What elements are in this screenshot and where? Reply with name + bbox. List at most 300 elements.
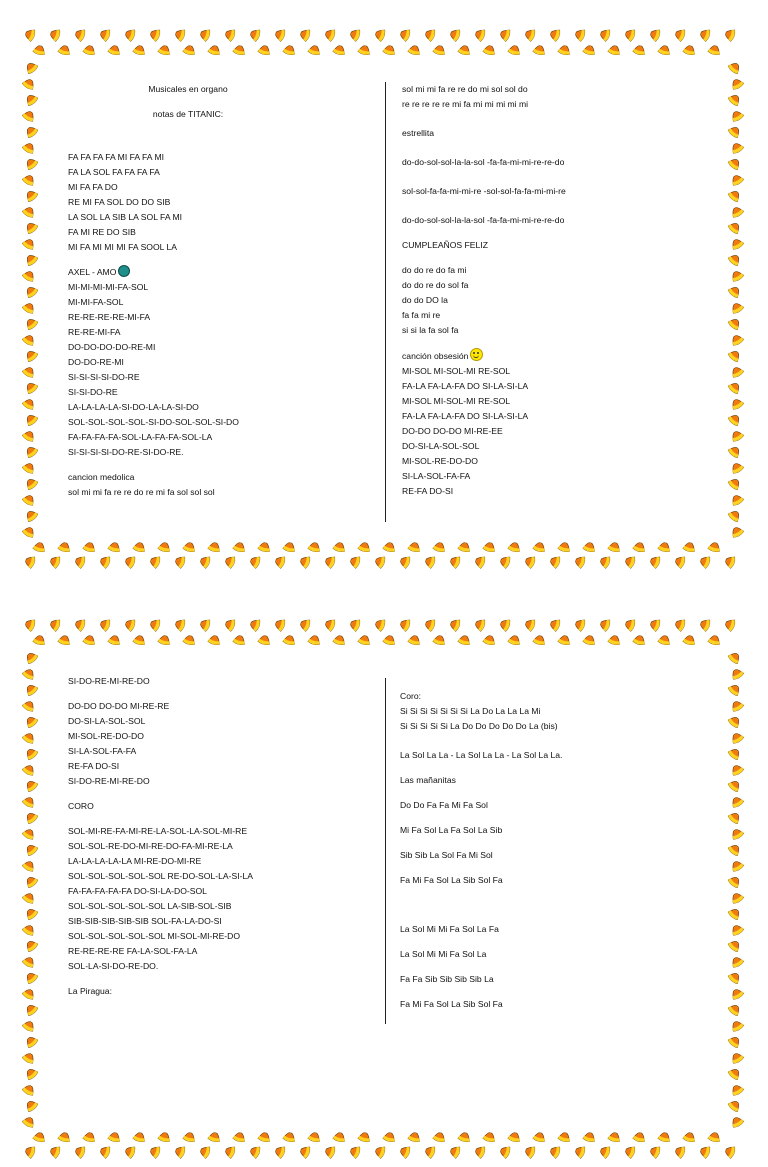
candy-corn-icon [446, 617, 461, 632]
candy-corn-icon [558, 1129, 573, 1143]
candy-corn-icon [371, 1144, 386, 1159]
candy-corn-icon [383, 632, 398, 646]
candy-corn-icon [621, 554, 636, 569]
candy-corn-icon [446, 27, 461, 42]
candy-corn-icon [727, 680, 744, 697]
candy-corn-icon [658, 42, 673, 56]
note-line: Fa Mi Fa Sol La Sib Sol Fa [400, 875, 503, 885]
candy-corn-icon [671, 554, 686, 569]
candy-corn-icon [46, 27, 61, 42]
candy-corn-icon [728, 825, 744, 841]
candy-corn-icon [22, 90, 39, 107]
candy-corn-icon [22, 744, 39, 761]
candy-corn-icon [546, 27, 561, 42]
candy-corn-icon [533, 539, 548, 553]
candy-corn-icon [22, 665, 38, 681]
note-line: DO-DO DO-DO MI-RE-EE [402, 426, 503, 436]
candy-corn-icon [728, 427, 744, 443]
candy-corn-icon [22, 427, 38, 443]
candy-corn-icon [121, 617, 136, 632]
note-line: La Sol La La - La Sol La La - La Sol La La. [400, 750, 563, 760]
candy-corn-icon [158, 632, 173, 646]
candy-corn-icon [21, 617, 36, 632]
note-line: Si Si Si Si Si Si Si La Do La La La Mi [400, 706, 541, 716]
candy-corn-icon [696, 617, 711, 632]
left-column [68, 82, 378, 500]
right-column [402, 82, 722, 499]
section-heading [68, 265, 378, 280]
candy-corn-icon [22, 186, 39, 203]
candy-corn-icon [727, 346, 744, 363]
candy-corn-icon [727, 936, 744, 953]
candy-corn-icon [383, 1129, 398, 1143]
candy-corn-icon [728, 1081, 744, 1097]
candy-corn-icon [22, 921, 38, 937]
candy-corn-icon [496, 1144, 511, 1159]
candy-corn-icon [721, 554, 736, 569]
candy-corn-icon [22, 904, 39, 921]
note-line: SI-LA-SOL-FA-FA [402, 471, 471, 481]
candy-corn-icon [22, 363, 38, 379]
candy-corn-icon [258, 42, 273, 56]
candy-corn-icon [22, 1096, 39, 1113]
candy-corn-icon [22, 410, 39, 427]
candy-corn-icon [83, 42, 98, 56]
candy-corn-icon [22, 523, 38, 539]
candy-corn-icon [33, 632, 48, 646]
candy-corn-icon [728, 761, 744, 777]
candy-corn-icon [658, 539, 673, 553]
candy-corn-icon [246, 27, 261, 42]
candy-corn-icon [183, 539, 198, 553]
candy-corn-icon [728, 75, 744, 91]
candy-corn-icon [633, 539, 648, 553]
candy-corn-icon [271, 27, 286, 42]
candy-corn-icon [283, 539, 298, 553]
candy-corn-icon [721, 27, 736, 42]
note-line: La Sol Mi Mi Fa Sol La Fa [400, 924, 499, 934]
candy-corn-icon [22, 776, 39, 793]
candy-corn-icon [58, 539, 73, 553]
candy-corn-icon [533, 42, 548, 56]
candy-corn-icon [22, 1000, 39, 1017]
candy-corn-icon [133, 42, 148, 56]
candy-corn-icon [727, 808, 744, 825]
candy-corn-icon [727, 378, 744, 395]
note-line: FA LA SOL FA FA FA FA [68, 167, 160, 177]
section-heading: CUMPLEAÑOS FELIZ [402, 240, 488, 250]
candy-corn-icon [158, 1129, 173, 1143]
note-line: MI-SOL MI-SOL-MI RE-SOL [402, 366, 511, 376]
candy-corn-icon [196, 1144, 211, 1159]
candy-corn-icon [58, 632, 73, 646]
smiley-icon [470, 348, 483, 361]
obsesion-heading: canción obsesión [402, 351, 469, 361]
candy-corn-icon [396, 554, 411, 569]
candy-corn-icon [183, 632, 198, 646]
note-line: RE-RE-RE-RE-MI-FA [68, 312, 151, 322]
note-line: FA FA FA FA MI FA FA MI [68, 152, 164, 162]
candy-corn-icon [583, 1129, 598, 1143]
candy-corn-icon [728, 665, 744, 681]
candy-corn-icon [133, 1129, 148, 1143]
candy-corn-icon [22, 889, 38, 905]
candy-corn-icon [333, 539, 348, 553]
note-line: FA-FA-FA-FA-FA DO-SI-LA-DO-SOL [68, 886, 207, 896]
candy-corn-icon [96, 1144, 111, 1159]
candy-corn-icon [727, 776, 744, 793]
candy-corn-icon [608, 632, 623, 646]
candy-corn-icon [728, 267, 744, 283]
candy-corn-icon [496, 554, 511, 569]
candy-corn-icon [433, 632, 448, 646]
candy-corn-icon [727, 904, 744, 921]
titanic-notes [68, 150, 378, 255]
candy-corn-icon [22, 171, 38, 187]
candy-corn-icon [22, 346, 39, 363]
candy-corn-icon [308, 632, 323, 646]
candy-corn-icon [146, 27, 161, 42]
candy-corn-icon [22, 1049, 38, 1065]
candy-corn-icon [346, 617, 361, 632]
candy-corn-icon [728, 729, 744, 745]
note-line: Do Do Fa Fa Mi Fa Sol [400, 800, 488, 810]
candy-corn-icon [358, 42, 373, 56]
candy-corn-icon [728, 697, 744, 713]
candy-corn-icon [22, 314, 39, 331]
note-line: fa fa mi re [402, 310, 441, 320]
candy-corn-icon [671, 27, 686, 42]
candy-corn-icon [371, 554, 386, 569]
candy-corn-icon [621, 27, 636, 42]
candy-corn-icon [33, 1129, 48, 1143]
candy-corn-icon [671, 1144, 686, 1159]
candy-corn-icon [321, 554, 336, 569]
candy-corn-icon [96, 27, 111, 42]
candy-corn-icon [22, 840, 39, 857]
candy-corn-icon [583, 42, 598, 56]
candy-corn-icon [496, 27, 511, 42]
candy-corn-icon [728, 299, 744, 315]
candy-corn-icon [22, 506, 39, 523]
candy-corn-icon [421, 27, 436, 42]
page-2 [18, 612, 750, 1042]
candy-corn-icon [728, 363, 744, 379]
candy-corn-icon [71, 554, 86, 569]
note-line: LA-LA-LA-LA-SI-DO-LA-LA-SI-DO [68, 402, 199, 412]
note-line: FA-FA-FA-FA-SOL-LA-FA-FA-SOL-LA [68, 432, 213, 442]
candy-corn-icon [183, 1129, 198, 1143]
candy-corn-icon [727, 154, 744, 171]
candy-corn-icon [96, 554, 111, 569]
candy-corn-icon [321, 27, 336, 42]
candy-corn-icon [683, 539, 698, 553]
candy-corn-icon [708, 539, 723, 553]
note-line: SIB-SIB-SIB-SIB-SIB SOL-FA-LA-DO-SI [68, 916, 222, 926]
candy-corn-icon [22, 793, 38, 809]
candy-corn-icon [283, 632, 298, 646]
candy-corn-icon [146, 1144, 161, 1159]
candy-corn-icon [83, 539, 98, 553]
candy-corn-icon [646, 27, 661, 42]
candy-corn-icon [727, 1064, 744, 1081]
candy-corn-icon [433, 42, 448, 56]
candy-corn-icon [471, 27, 486, 42]
candy-corn-icon [728, 171, 744, 187]
candy-corn-icon [22, 712, 39, 729]
note-line: SI-SI-SI-SI-DO-RE-SI-DO-RE. [68, 447, 184, 457]
candy-corn-icon [21, 27, 36, 42]
candy-corn-icon [296, 554, 311, 569]
candy-corn-icon [533, 1129, 548, 1143]
candy-corn-icon [221, 1144, 236, 1159]
candy-corn-icon [221, 27, 236, 42]
candy-corn-icon [421, 1144, 436, 1159]
note-line: si si la fa sol fa [402, 325, 459, 335]
candy-corn-icon [22, 459, 38, 475]
note-line: FA-LA FA-LA-FA DO SI-LA-SI-LA [402, 381, 529, 391]
candy-corn-icon [728, 395, 744, 411]
candy-corn-icon [727, 648, 744, 665]
candy-corn-icon [22, 936, 39, 953]
candy-corn-icon [321, 1144, 336, 1159]
candy-corn-icon [171, 617, 186, 632]
candy-corn-icon [283, 42, 298, 56]
note-line: MI-SOL-RE-DO-DO [402, 456, 478, 466]
candy-corn-icon [483, 42, 498, 56]
candy-corn-icon [22, 1017, 38, 1033]
note-line: SOL-SOL-RE-DO-MI-RE-DO-FA-MI-RE-LA [68, 841, 233, 851]
right-column [400, 689, 720, 1012]
note-line: SI-SI-SI-SI-DO-RE [68, 372, 140, 382]
candy-corn-icon [246, 554, 261, 569]
note-line: do do re do fa mi [402, 265, 467, 275]
column-divider [385, 678, 386, 1024]
note-line: MI-SOL-RE-DO-DO [68, 731, 144, 741]
candy-corn-icon [696, 554, 711, 569]
candy-corn-icon [458, 539, 473, 553]
candy-corn-icon [633, 1129, 648, 1143]
candy-corn-icon [708, 42, 723, 56]
candy-corn-icon [46, 554, 61, 569]
candy-corn-icon [671, 617, 686, 632]
section-heading [402, 348, 722, 364]
candy-corn-icon [727, 1032, 744, 1049]
document-title: Musicales en organo [148, 84, 228, 94]
note-line: DO-DO DO-DO MI-RE-RE [68, 701, 170, 711]
candy-corn-icon [171, 27, 186, 42]
candy-corn-icon [596, 27, 611, 42]
candy-corn-icon [727, 474, 744, 491]
candy-corn-icon [727, 282, 744, 299]
candy-corn-icon [508, 42, 523, 56]
candy-corn-icon [521, 554, 536, 569]
candy-corn-icon [728, 139, 744, 155]
candy-corn-icon [483, 632, 498, 646]
section-heading: cancion medolica [68, 472, 135, 482]
candy-corn-icon [396, 617, 411, 632]
candy-corn-icon [108, 42, 123, 56]
candy-corn-icon [408, 539, 423, 553]
candy-corn-icon [22, 250, 39, 267]
candy-corn-icon [446, 1144, 461, 1159]
candy-corn-icon [728, 921, 744, 937]
note-line: SI-DO-RE-MI-RE-DO [68, 676, 150, 686]
candy-corn-icon [658, 1129, 673, 1143]
candy-corn-icon [321, 617, 336, 632]
candy-corn-icon [33, 539, 48, 553]
candy-corn-icon [246, 617, 261, 632]
candy-corn-icon [458, 42, 473, 56]
candy-corn-icon [728, 523, 744, 539]
candy-corn-icon [22, 825, 38, 841]
candy-corn-icon [727, 410, 744, 427]
section-heading: CORO [68, 801, 94, 811]
candy-corn-icon [221, 554, 236, 569]
candy-corn-icon [71, 617, 86, 632]
candy-corn-icon [727, 968, 744, 985]
column-divider [385, 82, 386, 522]
candy-corn-icon [108, 632, 123, 646]
candy-corn-icon [558, 632, 573, 646]
candy-corn-icon [233, 1129, 248, 1143]
candy-corn-icon [22, 203, 38, 219]
candy-corn-icon [728, 953, 744, 969]
note-line: SOL-SOL-SOL-SOL-SOL RE-DO-SOL-LA-SI-LA [68, 871, 253, 881]
candy-corn-icon [728, 107, 744, 123]
candy-corn-icon [371, 617, 386, 632]
candy-corn-icon [728, 235, 744, 251]
candy-corn-icon [683, 632, 698, 646]
candy-corn-icon [471, 617, 486, 632]
candy-corn-icon [283, 1129, 298, 1143]
candy-corn-icon [296, 27, 311, 42]
candy-corn-icon [727, 1000, 744, 1017]
teal-emoji-icon [118, 265, 130, 277]
note-line: do-do-sol-sol-la-la-sol -fa-fa-mi-mi-re-re-do [402, 215, 565, 225]
candy-corn-icon [208, 539, 223, 553]
candy-corn-icon [727, 1096, 744, 1113]
candy-corn-icon [22, 267, 38, 283]
candy-corn-icon [121, 554, 136, 569]
candy-corn-icon [96, 617, 111, 632]
candy-corn-icon [727, 872, 744, 889]
candy-corn-icon [728, 491, 744, 507]
note-line: RE-RE-MI-FA [68, 327, 121, 337]
candy-corn-icon [727, 90, 744, 107]
candy-corn-icon [121, 1144, 136, 1159]
candy-corn-icon [728, 857, 744, 873]
candy-corn-icon [458, 1129, 473, 1143]
candy-corn-icon [22, 697, 38, 713]
candy-corn-icon [508, 1129, 523, 1143]
candy-corn-icon [221, 617, 236, 632]
candy-corn-icon [22, 985, 38, 1001]
candy-corn-icon [22, 491, 38, 507]
candy-corn-icon [371, 27, 386, 42]
candy-corn-icon [446, 554, 461, 569]
candy-corn-icon [22, 808, 39, 825]
candy-corn-icon [333, 1129, 348, 1143]
note-line: re re re re re mi fa mi mi mi mi mi [402, 99, 529, 109]
candy-corn-icon [358, 539, 373, 553]
note-line: do-do-sol-sol-la-la-sol -fa-fa-mi-mi-re-re-do [402, 157, 565, 167]
candy-corn-icon [396, 1144, 411, 1159]
candy-corn-icon [683, 1129, 698, 1143]
candy-corn-icon [22, 857, 38, 873]
candy-corn-icon [22, 75, 38, 91]
candy-corn-icon [308, 42, 323, 56]
candy-corn-icon [546, 617, 561, 632]
candy-corn-icon [721, 617, 736, 632]
candy-corn-icon [533, 632, 548, 646]
candy-corn-icon [508, 539, 523, 553]
section-heading: estrellita [402, 128, 434, 138]
candy-corn-icon [727, 442, 744, 459]
note-line: sol mi mi fa re re do re mi fa sol sol sol [68, 487, 215, 497]
candy-corn-icon [208, 42, 223, 56]
candy-corn-icon [308, 539, 323, 553]
candy-corn-icon [108, 539, 123, 553]
note-line: RE MI FA SOL DO DO SIB [68, 197, 171, 207]
note-line: SOL-SOL-SOL-SOL-SI-DO-SOL-SOL-SI-DO [68, 417, 239, 427]
candy-corn-icon [571, 1144, 586, 1159]
candy-corn-icon [158, 42, 173, 56]
candy-corn-icon [22, 122, 39, 139]
candy-corn-icon [21, 1144, 36, 1159]
note-line: do do re do sol fa [402, 280, 469, 290]
candy-corn-icon [558, 42, 573, 56]
candy-corn-icon [22, 442, 39, 459]
candy-corn-icon [22, 968, 39, 985]
candy-corn-icon [22, 154, 39, 171]
note-line: do do DO la [402, 295, 448, 305]
candy-corn-icon [728, 459, 744, 475]
candy-corn-icon [727, 712, 744, 729]
candy-corn-icon [22, 235, 38, 251]
candy-corn-icon [521, 27, 536, 42]
candy-corn-icon [608, 539, 623, 553]
note-line: SI-DO-RE-MI-RE-DO [68, 776, 150, 786]
candy-corn-icon [22, 331, 38, 347]
candy-corn-icon [333, 632, 348, 646]
note-line: SI-LA-SOL-FA-FA [68, 746, 137, 756]
candy-corn-icon [596, 617, 611, 632]
candy-corn-icon [583, 632, 598, 646]
candy-corn-icon [696, 27, 711, 42]
candy-corn-icon [22, 395, 38, 411]
candy-corn-icon [22, 872, 39, 889]
candy-corn-icon [727, 122, 744, 139]
note-line: MI-MI-MI-MI-FA-SOL [68, 282, 149, 292]
candy-corn-icon [383, 539, 398, 553]
candy-corn-icon [646, 554, 661, 569]
candy-corn-icon [483, 539, 498, 553]
candy-corn-icon [471, 554, 486, 569]
note-line: Fa Mi Fa Sol La Sib Sol Fa [400, 999, 503, 1009]
candy-corn-icon [233, 539, 248, 553]
note-line: MI FA FA DO [68, 182, 118, 192]
candy-corn-icon [571, 27, 586, 42]
candy-corn-icon [196, 27, 211, 42]
candy-corn-icon [421, 617, 436, 632]
candy-corn-icon [727, 744, 744, 761]
candy-corn-icon [521, 1144, 536, 1159]
candy-corn-icon [571, 554, 586, 569]
note-line: MI-SOL MI-SOL-MI RE-SOL [402, 396, 511, 406]
candy-corn-icon [546, 554, 561, 569]
candy-corn-icon [646, 1144, 661, 1159]
